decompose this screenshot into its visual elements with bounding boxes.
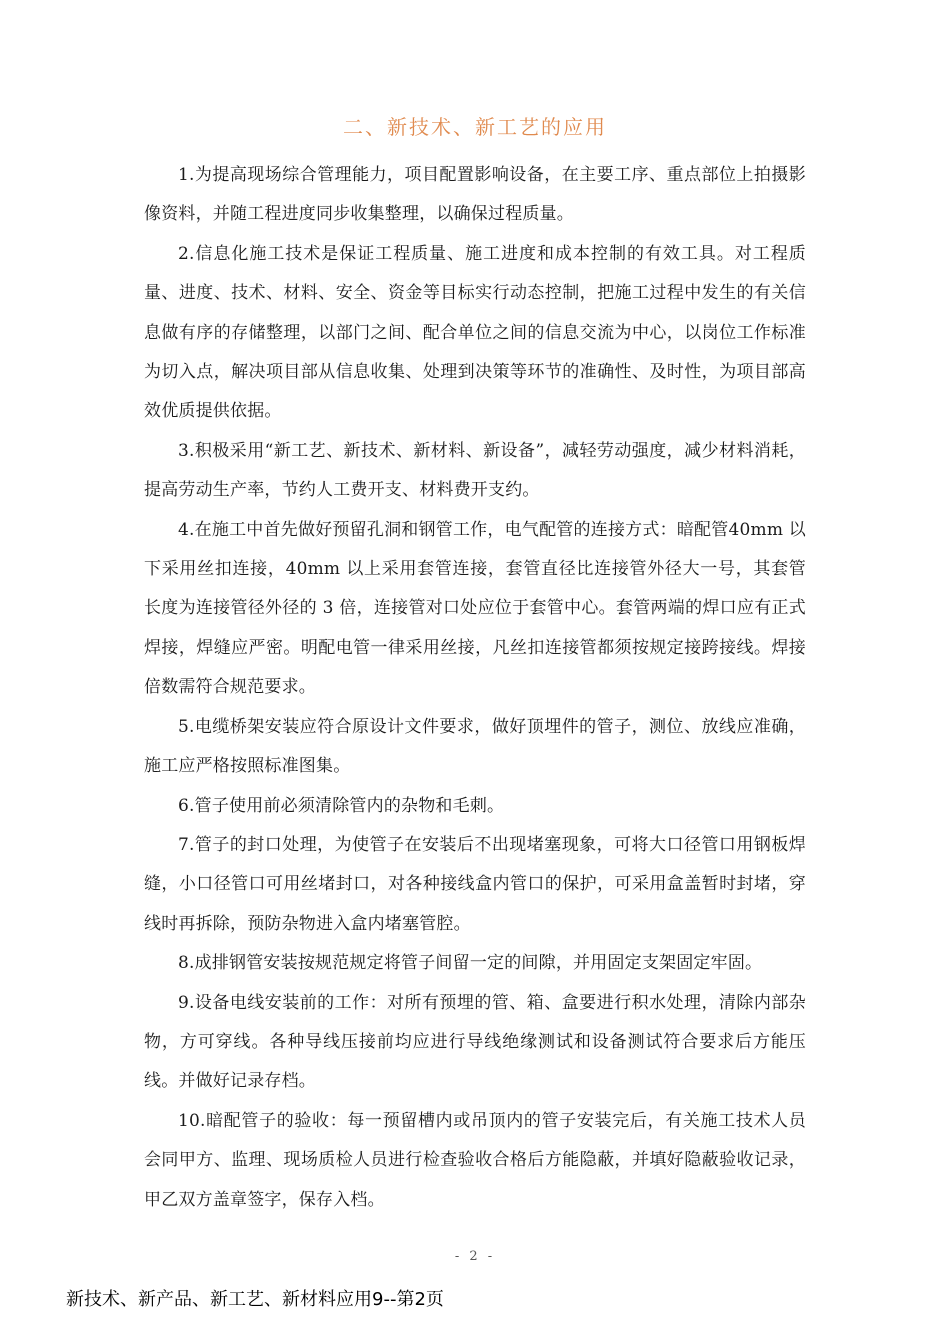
paragraph-4: 4.在施工中首先做好预留孔洞和钢管工作，电气配管的连接方式：暗配管40mm 以下采用丝扣连接，40mm 以上采用套管连接，套管直径比连接管外径大一号，其套管长度为连接管径外径的 3 倍，连接管对口处应位于套管中心。套管两端的焊口应有正式焊接，焊缝应严密。明配电管一律采用丝接，凡丝扣连接管都须按规定接跨接线。焊接倍数需符合规范要求。 bbox=[144, 519, 806, 698]
paragraph-10: 10.暗配管子的验收：每一预留槽内或吊顶内的管子安装完后，有关施工技术人员会同甲方、监理、现场质检人员进行检查验收合格后方能隐蔽，并填好隐蔽验收记录，甲乙双方盖章签字，保存入档。 bbox=[144, 1110, 806, 1210]
body-content bbox=[144, 156, 806, 1220]
paragraph-7: 7.管子的封口处理，为使管子在安装后不出现堵塞现象，可将大口径管口用钢板焊缝，小口径管口可用丝堵封口，对各种接线盒内管口的保护，可采用盒盖暂时封堵，穿线时再拆除，预防杂物进入盒内堵塞管腔。 bbox=[144, 834, 806, 934]
section-title: 二、新技术、新工艺的应用 bbox=[343, 115, 607, 139]
paragraph-9: 9.设备电线安装前的工作：对所有预埋的管、箱、盒要进行积水处理，清除内部杂物，方可穿线。各种导线压接前均应进行导线绝缘测试和设备测试符合要求后方能压线。并做好记录存档。 bbox=[144, 992, 806, 1092]
footer-caption: 新技术、新产品、新工艺、新材料应用9--第2页 bbox=[66, 1289, 444, 1310]
page-number: - 2 - bbox=[454, 1249, 496, 1264]
paragraph-5: 5.电缆桥架安装应符合原设计文件要求，做好顶埋件的管子，测位、放线应准确，施工应严格按照标准图集。 bbox=[144, 716, 806, 777]
paragraph-8: 8.成排钢管安装按规范规定将管子间留一定的间隙，并用固定支架固定牢固。 bbox=[178, 953, 763, 974]
paragraph-1: 1.为提高现场综合管理能力，项目配置影响设备，在主要工序、重点部位上拍摄影像资料，并随工程进度同步收集整理，以确保过程质量。 bbox=[144, 165, 806, 225]
paragraph-2: 2.信息化施工技术是保证工程质量、施工进度和成本控制的有效工具。对工程质量、进度、技术、材料、安全、资金等目标实行动态控制，把施工过程中发生的有关信息做有序的存储整理，以部门之间、配合单位之间的信息交流为中心，以岗位工作标准为切入点，解决项目部从信息收集、处理到决策等环节的准确性、及时性，为项目部高效优质提供依据。 bbox=[144, 243, 806, 422]
paragraph-6: 6.管子使用前必须清除管内的杂物和毛刺。 bbox=[178, 795, 505, 816]
paragraph-3: 3.积极采用“新工艺、新技术、新材料、新设备”，减轻劳动强度，减少材料消耗，提高劳动生产率，节约人工费开支、材料费开支约。 bbox=[144, 440, 806, 501]
